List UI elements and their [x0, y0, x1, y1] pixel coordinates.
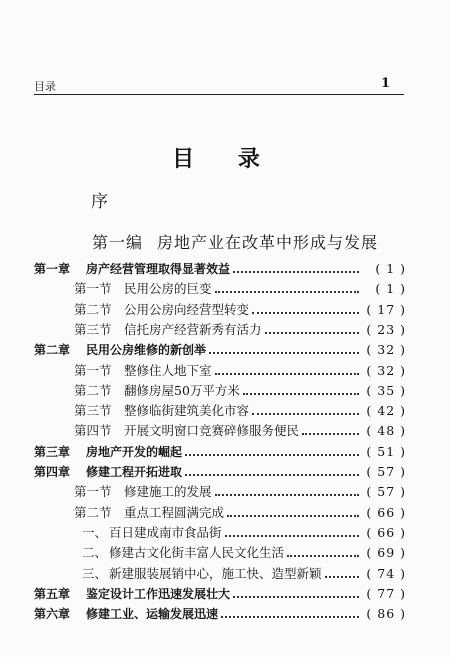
dot-leader	[221, 616, 359, 618]
toc-section-row[interactable]	[34, 318, 406, 338]
toc-entry-label	[34, 363, 212, 379]
dot-leader	[225, 535, 359, 537]
toc-section-row[interactable]	[34, 277, 406, 297]
toc-entry-number: 第二节	[74, 504, 112, 520]
toc-chapter-row[interactable]	[34, 582, 406, 602]
part-heading	[92, 230, 378, 253]
toc-entry-title: 整修临街建筑美化市容	[124, 403, 250, 419]
toc-page-number: ( 1 )	[375, 261, 406, 276]
toc-entry-number: 第一节	[74, 484, 112, 500]
toc-page-number: ( 57 )	[366, 464, 406, 479]
toc-entry-title: 新建服装展销中心，施工快、造型新颖	[109, 565, 322, 581]
toc-entry-title: 重点工程圆满完成	[124, 504, 225, 520]
part-title: 房地产业在改革中形成与发展	[157, 233, 379, 252]
dot-leader	[252, 413, 359, 415]
toc-page-number: ( 23 )	[366, 321, 406, 337]
toc-entry-label	[34, 261, 230, 277]
dot-leader	[185, 474, 359, 476]
running-head-label: 目录	[34, 80, 56, 93]
toc-section-row[interactable]	[34, 480, 406, 500]
header-rule	[34, 94, 404, 95]
toc-entry-number: 第三节	[74, 321, 112, 337]
toc-entry-label	[34, 444, 182, 460]
toc-section-row[interactable]	[34, 359, 406, 379]
toc-page-number: ( 32 )	[366, 342, 406, 358]
dot-leader	[227, 515, 359, 517]
toc-entry-title: 开展文明窗口竞赛碎修服务便民	[124, 423, 300, 439]
toc-entry-number: 第三节	[74, 403, 112, 419]
toc-page-number: ( 66 )	[366, 524, 406, 540]
dot-leader	[209, 352, 359, 354]
toc-entry-number: 第二节	[74, 382, 112, 398]
toc-section-row[interactable]	[34, 298, 406, 318]
page-number: 1	[380, 76, 390, 91]
toc-page-number: ( 32 )	[366, 362, 406, 378]
toc-entry-title: 民用公房维修的新创举	[86, 343, 207, 358]
dot-leader	[302, 433, 359, 435]
toc-page-number: ( 77 )	[366, 585, 406, 601]
dot-leader	[215, 494, 359, 496]
toc-entry-number: 第一节	[74, 362, 112, 378]
toc-entry-number: 第四章	[34, 465, 71, 479]
toc-entry-number: 第四节	[74, 423, 112, 439]
dot-leader	[215, 291, 359, 293]
toc-entry-number: 第五章	[34, 586, 71, 601]
toc-entry-label	[34, 586, 230, 602]
running-head	[34, 76, 404, 94]
toc-entry-label	[34, 566, 322, 582]
toc-section-row[interactable]	[34, 419, 406, 439]
preface-entry: 序	[91, 192, 108, 212]
toc-entry-label	[34, 322, 262, 338]
toc-chapter-row[interactable]	[34, 440, 406, 460]
toc-entry-title: 整修住人地下室	[124, 362, 212, 378]
toc-entry-number: 第一章	[34, 262, 71, 276]
toc-entry-number: 第六章	[34, 607, 71, 622]
toc-entry-title: 房产经营管理取得显著效益	[86, 262, 231, 276]
toc-page-number: ( 69 )	[366, 545, 406, 561]
toc-entry-title: 修建古文化街丰富人民文化生活	[109, 545, 285, 561]
dot-leader	[243, 393, 359, 395]
toc-entry-title: 修建施工的发展	[124, 484, 212, 500]
toc-entry-label	[34, 484, 212, 500]
toc-entry-label	[34, 403, 249, 419]
toc-section-row[interactable]	[34, 501, 406, 521]
toc-entry-title: 公用公房向经营型转变	[124, 301, 250, 317]
toc-page-number: ( 35 )	[366, 382, 406, 398]
toc-entry-title: 鉴定设计工作迅速发展壮大	[86, 586, 231, 601]
dot-leader	[215, 373, 359, 375]
toc-chapter-row[interactable]	[34, 338, 406, 358]
toc-entry-number: 第二节	[74, 301, 112, 317]
toc-section-row[interactable]	[34, 399, 406, 419]
toc-item-row[interactable]	[34, 562, 406, 582]
page-title: 目 录	[172, 147, 278, 172]
toc-page-number: ( 66 )	[366, 504, 406, 520]
toc-entry-label	[34, 606, 218, 622]
toc-entry-title: 翻修房屋50万平方米	[124, 382, 240, 398]
toc-entry-title: 房地产开发的崛起	[86, 444, 183, 459]
toc-entry-label	[34, 525, 222, 541]
toc-page-number: ( 74 )	[366, 565, 406, 581]
toc-entry-number: 第二章	[34, 343, 71, 358]
toc-entry-label	[34, 302, 249, 318]
dot-leader	[233, 271, 359, 273]
toc-entry-label	[34, 423, 299, 439]
toc-section-row[interactable]	[34, 379, 406, 399]
dot-leader	[252, 312, 359, 314]
toc-entry-number: 第三章	[34, 444, 71, 459]
toc-entry-title: 民用公房的巨变	[124, 281, 212, 297]
dot-leader	[233, 596, 359, 598]
toc-page-number: ( 51 )	[366, 443, 406, 459]
toc-entry-label	[34, 505, 224, 521]
toc-entry-title: 百日建成南市食品街	[109, 524, 222, 540]
toc-page-number: ( 86 )	[366, 606, 406, 622]
toc-entry-label	[34, 545, 284, 561]
toc-item-row[interactable]	[34, 521, 406, 541]
toc-chapter-row[interactable]	[34, 257, 406, 277]
dot-leader	[185, 454, 359, 456]
dot-leader	[325, 576, 359, 578]
toc-entry-label	[34, 464, 182, 480]
toc-entry-title: 修建工程开拓进取	[86, 465, 183, 479]
toc-entry-number: 三、	[82, 565, 108, 581]
toc-entry-number: 一、	[82, 524, 108, 540]
toc-chapter-row[interactable]	[34, 602, 406, 622]
toc-chapter-row[interactable]	[34, 460, 406, 480]
dot-leader	[287, 555, 359, 557]
part-number: 第一编	[92, 233, 144, 252]
toc-item-row[interactable]	[34, 541, 406, 561]
toc-page-number: ( 1 )	[375, 281, 406, 297]
toc-page-number: ( 57 )	[366, 484, 406, 500]
toc-entry-number: 第一节	[74, 281, 112, 297]
toc-entry-number: 二、	[82, 545, 108, 561]
toc-page-number: ( 48 )	[366, 423, 406, 439]
toc-page-number: ( 17 )	[366, 301, 406, 317]
dot-leader	[265, 332, 359, 334]
toc-entry-label	[34, 342, 206, 358]
toc-entry-title: 信托房产经营新秀有活力	[124, 321, 262, 337]
toc-page-number: ( 42 )	[366, 403, 406, 419]
toc-entry-title: 修建工业、运输发展迅速	[86, 607, 219, 622]
toc-entry-label	[34, 281, 212, 297]
toc-entry-label	[34, 383, 240, 399]
